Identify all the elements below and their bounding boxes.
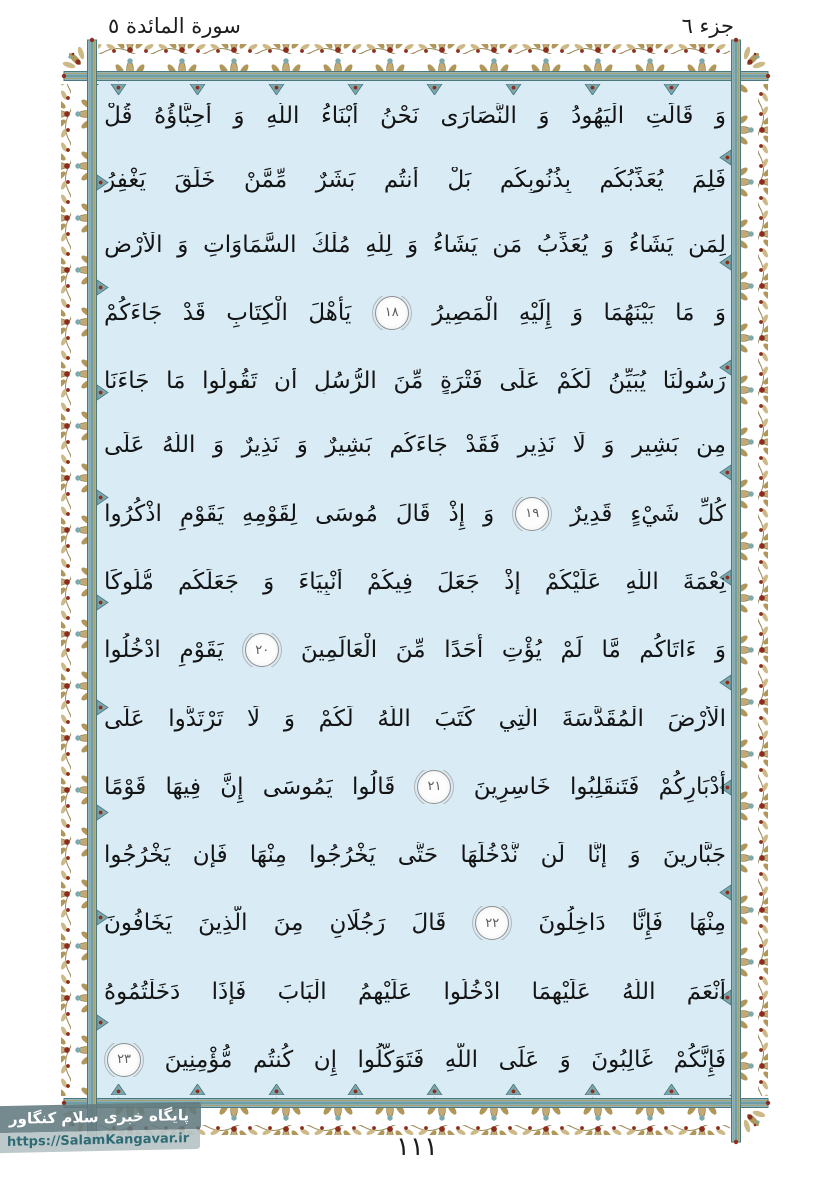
quran-word: عَلَى	[498, 1046, 540, 1073]
quran-word: الْأَرْضَ	[667, 705, 726, 732]
quran-word: فَإِن	[192, 842, 228, 869]
quran-word: قَوْمًا	[104, 773, 147, 800]
quran-word: خَاسِرِينَ	[473, 773, 551, 800]
quran-word: قَالَتِ	[645, 103, 694, 130]
quran-word: عَلَى	[104, 432, 145, 459]
quran-word: وَ	[714, 637, 726, 664]
corner-spray-top-left	[62, 46, 85, 69]
quran-word: لَا	[572, 432, 586, 459]
quran-word: اذْكُرُوا	[104, 500, 162, 527]
quran-word: وَ	[602, 231, 614, 258]
quran-word: قَدْ	[182, 299, 206, 326]
verse-end-medallion: ٢٢	[475, 906, 509, 940]
quran-word: أَنْعَمَ	[686, 978, 726, 1005]
surah-header-label: سورة المائدة ٥	[108, 14, 241, 38]
quran-word: نَّدْخُلَهَا	[460, 842, 519, 869]
watermark-site-name: پایگاه خبری سلام کنگاور	[0, 1102, 201, 1133]
quran-word: عَلَيْهِمَا	[531, 978, 591, 1005]
quran-word: اللَّهُ	[162, 432, 196, 459]
quran-word: اللَّهُ	[377, 705, 411, 732]
quran-word: بَيْنَهُمَا	[603, 299, 655, 326]
quran-word: اللَّهِ	[266, 103, 300, 130]
quran-word: مُوسَى	[315, 500, 378, 527]
quran-text-line	[104, 770, 726, 804]
quran-word: وَ	[629, 842, 641, 869]
quran-word: يَشَاءُ	[628, 231, 674, 258]
quran-word: وَ	[603, 432, 615, 459]
quran-word: مِنْهَا	[689, 910, 726, 937]
quran-word: جَعَلَ	[437, 568, 480, 595]
quran-word: مُلْكُ	[311, 231, 351, 258]
verse-end-medallion: ٢٠	[245, 633, 279, 667]
quran-word: الْأَرْضِ	[104, 231, 163, 258]
quran-word: الْيَهُودُ	[571, 103, 625, 130]
juz-header-label: جزء ٦	[681, 14, 734, 38]
quran-word: تَرْتَدُّوا	[168, 705, 224, 732]
quran-word: ءَاتَاكُم	[639, 637, 697, 664]
quran-word: مِن	[696, 432, 726, 459]
quran-word: الْمُقَدَّسَةَ	[561, 705, 644, 732]
quran-word: قَالَ	[411, 910, 447, 937]
quran-word: فَتَوَكَّلُوا	[357, 1046, 425, 1073]
quran-word: وَ	[559, 1046, 571, 1073]
quran-word: جَبَّارِينَ	[662, 842, 726, 869]
watermark-site-url: https://SalamKangavar.ir	[0, 1129, 200, 1153]
quran-word: مَا	[675, 299, 695, 326]
quran-word: أَنْبِيَاءَ	[298, 568, 343, 595]
quran-word: يُؤْتِ	[501, 637, 542, 664]
quran-word: وَ	[263, 568, 275, 595]
quran-word: دَاخِلُونَ	[538, 910, 606, 937]
quran-word: مُّلُوكًا	[104, 568, 154, 595]
quran-word: أَحِبَّاؤُهُ	[154, 103, 212, 130]
quran-word: بَشِيرٍ	[632, 432, 679, 459]
quran-word: مِّنَ	[395, 637, 426, 664]
quran-text-line	[104, 633, 726, 667]
quran-word: يَشَاءُ	[432, 231, 478, 258]
quran-word: يَغْفِرُ	[104, 167, 146, 194]
quran-text-line	[104, 167, 726, 193]
quran-word: عَلَيْكُمْ	[544, 568, 602, 595]
quran-word: لَكُمْ	[318, 705, 354, 732]
quran-text-line	[104, 569, 726, 595]
quran-word: يَأَهْلَ	[308, 299, 352, 326]
quran-word: الَّتِي	[498, 705, 539, 732]
quran-word: مِنَ	[273, 910, 304, 937]
verse-end-medallion: ١٨	[375, 296, 409, 330]
quran-word: جَاءَكُمْ	[104, 299, 163, 326]
quran-text-line	[104, 497, 726, 531]
quran-word: يُعَذِّبُكُم	[599, 167, 664, 194]
quran-word: فَتْرَةٍ	[440, 368, 483, 395]
quran-word: فِيهَا	[165, 773, 201, 800]
quran-word: الَّذِينَ	[198, 910, 248, 937]
verse-end-medallion: ٢٣	[107, 1043, 141, 1077]
quran-word: يُعَذِّبُ	[536, 231, 589, 258]
quran-word: فَتَنقَلِبُوا	[570, 773, 640, 800]
frame-band-left	[88, 40, 97, 1142]
quran-word: إِذْ	[504, 568, 521, 595]
quran-word: وَ	[283, 705, 295, 732]
quran-word: أَدْبَارِكُمْ	[658, 773, 726, 800]
quran-text-line	[104, 842, 726, 868]
quran-word: جَعَلَكُم	[177, 568, 239, 595]
quran-word: اللَّهِ	[444, 1046, 479, 1073]
frame-band-right	[732, 40, 741, 1142]
verse-end-medallion: ٢١	[417, 770, 451, 804]
quran-word: اللَّهِ	[625, 568, 659, 595]
quran-word: ادْخُلُوا	[443, 978, 501, 1005]
quran-word: رَجُلَانِ	[329, 910, 386, 937]
quran-word: قَالُوا	[351, 773, 396, 800]
quran-word: أَنتُم	[383, 167, 419, 194]
quran-word: وَ	[406, 231, 419, 258]
quran-word: كُلِّ	[697, 500, 726, 527]
quran-word: شَيْءٍ	[630, 500, 680, 527]
quran-word: لِمَن	[688, 231, 726, 258]
quran-word: وَ	[233, 103, 245, 130]
quran-word: لِقَوْمِهِ	[242, 500, 298, 527]
frame-band-top	[64, 72, 768, 81]
quran-word: تَقُولُوا	[202, 368, 258, 395]
quran-word: غَالِبُونَ	[591, 1046, 654, 1073]
quran-word: السَّمَاوَاتِ	[203, 231, 297, 258]
verse-end-medallion: ١٩	[515, 497, 549, 531]
quran-text-line	[104, 706, 726, 732]
quran-word: نِعْمَةَ	[682, 568, 726, 595]
quran-word: فَإِنَّا	[631, 910, 664, 937]
quran-word: مَن	[492, 231, 523, 258]
quran-word: مِّمَّنْ	[244, 167, 288, 194]
corner-spray-top-right	[743, 46, 766, 69]
quran-word: لَا	[247, 705, 261, 732]
quran-word: اللَّهُ	[622, 978, 656, 1005]
quran-word: وَ	[714, 103, 726, 130]
quran-word: أَحَدًا	[444, 637, 484, 664]
quran-word: فَلِمَ	[692, 167, 726, 194]
quran-word: مَّا	[601, 637, 621, 664]
quran-word: جَاءَنَا	[104, 368, 150, 395]
quran-word: يَقَوْمِ	[179, 500, 225, 527]
quran-word: الْكِتَابِ	[226, 299, 288, 326]
quran-word: لَكُمْ	[556, 368, 592, 395]
floral-strip-left	[61, 84, 88, 1096]
floral-strip-top	[98, 44, 730, 71]
quran-word: يُبَيِّنُ	[608, 368, 647, 395]
quran-word: إِن	[313, 1046, 337, 1073]
quran-word: أَن	[274, 368, 298, 395]
quran-word: الْعَالَمِينَ	[300, 637, 378, 664]
quran-word: الْمَصِيرُ	[432, 299, 499, 326]
quran-word: وَ	[483, 500, 495, 527]
quran-word: الرُّسُلِ	[314, 368, 377, 395]
quran-word: قَدِيرٌ	[570, 500, 613, 527]
quran-word: يَخْرُجُوا	[104, 842, 171, 869]
quran-word: فِيكُمْ	[367, 568, 413, 595]
quran-word: قُلْ	[104, 103, 133, 130]
quran-word: أَبْنَاءُ	[320, 103, 359, 130]
quran-word: مِّنَ	[393, 368, 424, 395]
quran-word: فَإِذَا	[211, 978, 247, 1005]
quran-word: مُّؤْمِنِينَ	[164, 1046, 233, 1073]
quran-text-line	[104, 432, 726, 458]
quran-word: كَتَبَ	[434, 705, 475, 732]
quran-word: نَذِيرٍ	[517, 432, 556, 459]
quran-word: قَالَ	[395, 500, 431, 527]
quran-text-line	[104, 103, 726, 129]
quran-word: إِنَّ	[220, 773, 244, 800]
quran-text-line	[104, 906, 726, 940]
quran-word: لَمْ	[560, 637, 583, 664]
quran-text-line	[104, 296, 726, 330]
quran-word: وَ	[296, 432, 308, 459]
quran-word: نَحْنُ	[380, 103, 419, 130]
quran-word: إِذْ	[448, 500, 466, 527]
quran-word: النَّصَارَى	[440, 103, 517, 130]
quran-word: وَ	[714, 299, 726, 326]
quran-word: دَخَلْتُمُوهُ	[104, 978, 181, 1005]
quran-word: يَخْرُجُوا	[309, 842, 376, 869]
quran-word: وَ	[571, 299, 584, 326]
quran-word: رَسُولُنَا	[662, 368, 726, 395]
quran-word: يَخَافُونَ	[104, 910, 173, 937]
quran-word: حَتَّى	[397, 842, 439, 869]
quran-word: إِنَّا	[587, 842, 608, 869]
quran-word: بَشَرٌ	[315, 167, 356, 194]
quran-word: فَإِنَّكُمْ	[673, 1046, 726, 1073]
quran-word: فَقَدْ	[465, 432, 501, 459]
quran-word: يَقَوْمِ	[179, 637, 224, 664]
quran-word: عَلَى	[499, 368, 540, 395]
quran-word: مِنْهَا	[249, 842, 287, 869]
corner-spray-bottom-right	[743, 1110, 766, 1133]
quran-word: يَمُوسَى	[262, 773, 333, 800]
quran-word: جَاءَكُم	[389, 432, 448, 459]
quran-word: لِلَّهِ	[365, 231, 393, 258]
quran-word: مَا	[166, 368, 186, 395]
quran-word: لَن	[540, 842, 566, 869]
quran-word: الْبَابَ	[277, 978, 327, 1005]
quran-word: خَلَقَ	[174, 167, 216, 194]
quran-word: نَذِيرٌ	[241, 432, 280, 459]
quran-word: بِذُنُوبِكُم	[499, 167, 571, 194]
floral-strip-right	[741, 84, 768, 1096]
quran-word: وَ	[538, 103, 550, 130]
quran-word: بَشِيرٌ	[325, 432, 372, 459]
quran-word: وَ	[177, 231, 189, 258]
page-number: ١١١	[396, 1132, 438, 1162]
quran-text-line	[104, 1043, 726, 1077]
quran-text-block	[104, 84, 726, 1096]
quran-text-line	[104, 979, 726, 1005]
quran-word: عَلَيْهِمُ	[357, 978, 413, 1005]
quran-word: ادْخُلُوا	[104, 637, 161, 664]
quran-word: بَلْ	[447, 167, 472, 194]
quran-word: عَلَى	[104, 705, 145, 732]
quran-word: إِلَيْهِ	[518, 299, 552, 326]
quran-word: وَ	[212, 432, 225, 459]
quran-text-line	[104, 232, 726, 258]
quran-text-line	[104, 368, 726, 394]
quran-word: كُنتُم	[253, 1046, 294, 1073]
